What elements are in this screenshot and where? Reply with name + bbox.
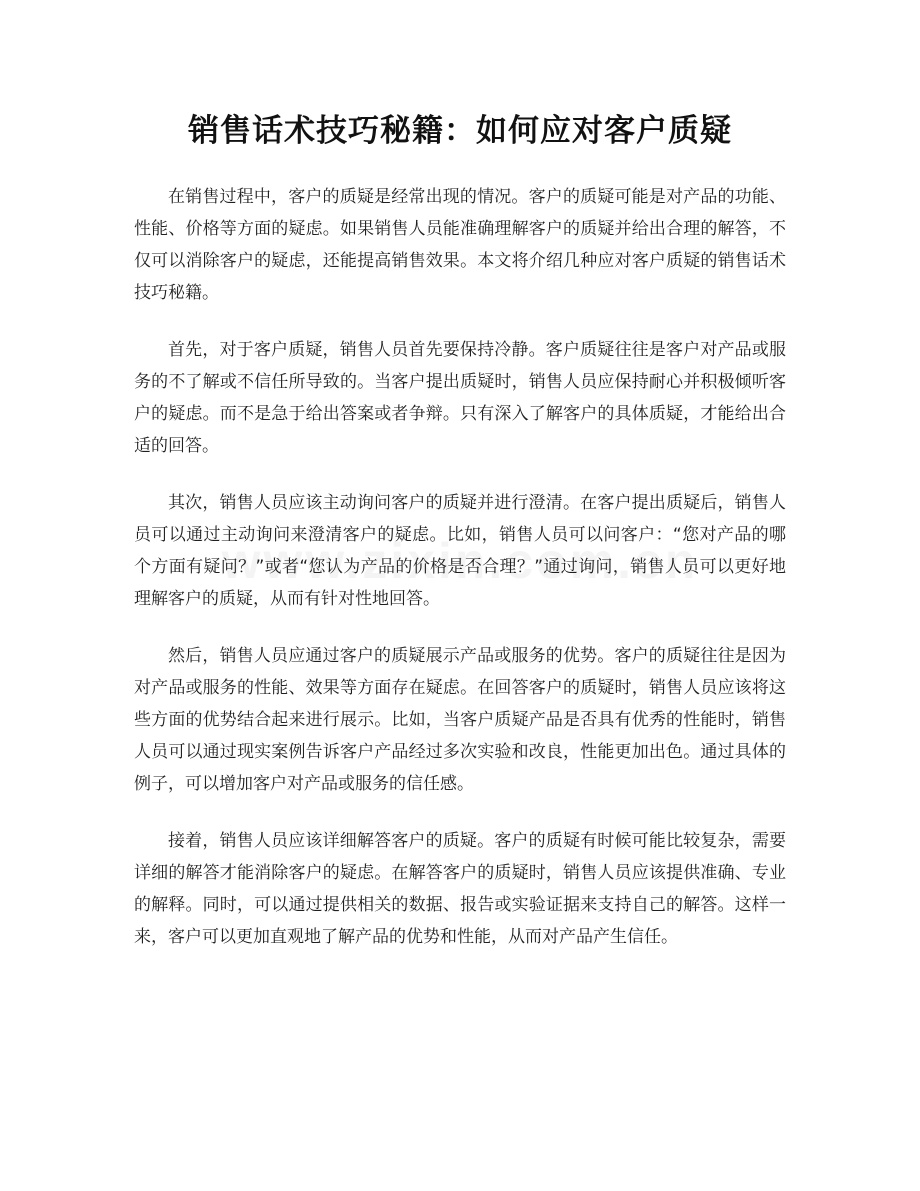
document-body [134,181,786,978]
paragraph-intro: 在销售过程中，客户的质疑是经常出现的情况。客户的质疑可能是对产品的功能、性能、价格等方面的疑虑。如果销售人员能准确理解客户的质疑并给出合理的解答，不仅可以消除客户的疑虑，还能提高销售效果。本文将介绍几种应对客户质疑的销售话术技巧秘籍。 [134,187,786,303]
paragraph-show-advantages: 然后，销售人员应通过客户的质疑展示产品或服务的优势。客户的质疑往往是因为对产品或服务的性能、效果等方面存在疑虑。在回答客户的质疑时，销售人员应该将这些方面的优势结合起来进行展示。比如，当客户质疑产品是否具有优秀的性能时，销售人员可以通过现实案例告诉客户产品经过多次实验和改良，性能更加出色。通过具体的例子，可以增加客户对产品或服务的信任感。 [134,646,786,794]
document-title: 销售话术技巧秘籍：如何应对客户质疑 [188,113,732,149]
paragraph-detailed-answer: 接着，销售人员应该详细解答客户的质疑。客户的质疑有时候可能比较复杂，需要详细的解答才能消除客户的疑虑。在解答客户的质疑时，销售人员应该提供准确、专业的解释。同时，可以通过提供相关的数据、报告或实验证据来支持自己的解答。这样一来，客户可以更加直观地了解产品的优势和性能，从而对产品产生信任。 [134,831,786,947]
paragraph-ask-clarify: 其次，销售人员应该主动询问客户的质疑并进行澄清。在客户提出质疑后，销售人员可以通过主动询问来澄清客户的疑虑。比如，销售人员可以问客户：“您对产品的哪个方面有疑问？”或者“您认为产品的价格是否合理？”通过询问，销售人员可以更好地理解客户的质疑，从而有针对性地回答。 [134,493,786,609]
paragraph-stay-calm: 首先，对于客户质疑，销售人员首先要保持冷静。客户质疑往往是客户对产品或服务的不了解或不信任所导致的。当客户提出质疑时，销售人员应保持耐心并积极倾听客户的疑虑。而不是急于给出答案或者争辩。只有深入了解客户的具体质疑，才能给出合适的回答。 [134,340,786,456]
